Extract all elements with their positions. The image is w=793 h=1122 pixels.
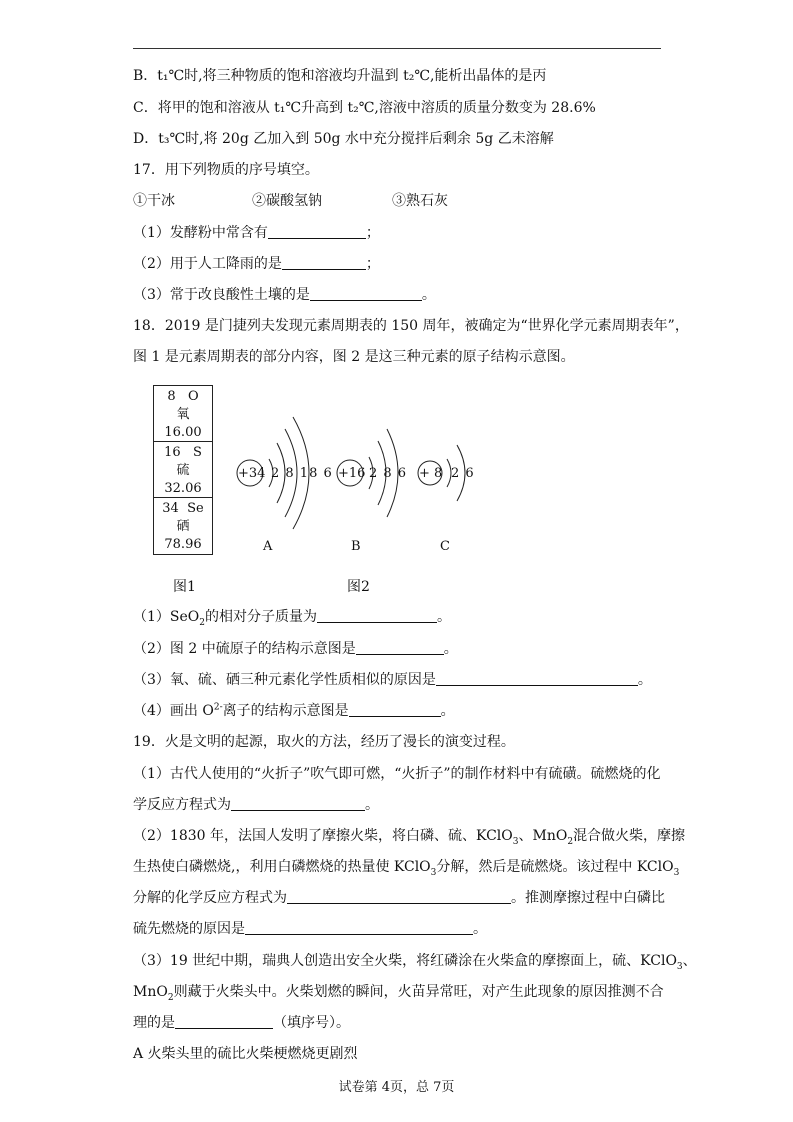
answer-blank[interactable] (349, 702, 441, 717)
answer-blank[interactable] (245, 920, 473, 935)
atom-b-nucleus-charge: +16 (338, 466, 366, 481)
atom-c-shell-electrons: 2 6 (451, 466, 475, 481)
q19-part1-line1: （1）古代人使用的“火折子”吹气即可燃，“火折子”的制作材料中有硫磺。硫燃烧的化 (133, 766, 661, 782)
answer-blank[interactable] (310, 286, 422, 301)
q17-choices (133, 192, 448, 210)
q19-part1-line2: 学反应方程式为 。 (133, 797, 379, 813)
q17-item-3: （3）常于改良酸性土壤的是 。 (133, 287, 436, 303)
answer-blank[interactable] (282, 255, 366, 270)
q18-intro-2: 图 1 是元素周期表的部分内容，图 2 是这三种元素的原子结构示意图。 (133, 349, 575, 365)
q16-option-d: D．t₃℃时,将 20g 乙加入到 50g 水中充分搅拌后剩余 5g 乙未溶解 (133, 131, 554, 147)
q18-question-4: （4）画出 $O^{2-}$离子的结构示意图是 。 (133, 702, 455, 719)
q17-item-2: （2）用于人工降雨的是 ； (133, 256, 380, 272)
atom-c-nucleus-charge: + 8 (419, 466, 443, 481)
q19-part3-line2: MnO$_2$则藏于火柴头中。火柴划燃的瞬间，火苗异常旺，对产生此现象的原因推测不合 (133, 984, 664, 1003)
element-cell-sulfur: 16 S 硫 32.06 (154, 442, 212, 498)
figure-2-caption: 图2 (347, 579, 370, 595)
atom-a-nucleus-charge: +34 (238, 466, 266, 481)
q18-question-1: （1）SeO$_2$的相对分子质量为 。 (133, 609, 451, 628)
header-rule (133, 48, 661, 49)
q18-intro-1: 18．2019 是门捷列夫发现元素周期表的 150 周年，被确定为“世界化学元素周期表年”， (133, 318, 689, 334)
element-cell-oxygen: 8 O 氧 16.00 (154, 386, 212, 442)
answer-blank[interactable] (436, 671, 638, 686)
answer-blank[interactable] (231, 796, 365, 811)
atom-b-label: B (351, 539, 361, 554)
periodic-table-excerpt (153, 385, 213, 555)
q18-question-2: （2）图 2 中硫原子的结构示意图是 。 (133, 641, 458, 657)
q19-option-a: A 火柴头里的硫比火柴梗燃烧更剧烈 (133, 1046, 358, 1062)
q19-title: 19．火是文明的起源，取火的方法，经历了漫长的演变过程。 (133, 734, 515, 750)
q19-part3-line1: （3）19 世纪中期，瑞典人创造出安全火柴，将红磷涂在火柴盒的摩擦面上，硫、KClO$_3$、 (133, 953, 697, 972)
q16-option-b: B．t₁℃时,将三种物质的饱和溶液均升温到 t₂℃,能析出晶体的是丙 (133, 68, 547, 84)
q18-question-3: （3）氧、硫、硒三种元素化学性质相似的原因是 。 (133, 672, 652, 688)
atom-a-shell-electrons: 2 8 18 6 (271, 466, 333, 481)
answer-blank[interactable] (175, 1014, 273, 1029)
q17-choice-3: ③熟石灰 (392, 193, 448, 209)
answer-blank[interactable] (317, 608, 437, 623)
atom-b-shell-electrons: 2 8 6 (369, 466, 408, 481)
q19-part2-line2: 生热使白磷燃烧,，利用白磷燃烧的热量使 KClO$_3$分解，然后是硫燃烧。该过程中 KClO$_3$ (133, 859, 680, 878)
q17-choice-1: ①干冰 (133, 193, 175, 209)
element-cell-selenium: 34 Se 硒 78.96 (162, 501, 204, 552)
q17-title: 17．用下列物质的序号填空。 (133, 162, 319, 178)
atom-a-label: A (263, 539, 273, 554)
q16-option-c: C．将甲的饱和溶液从 t₁℃升高到 t₂℃,溶液中溶质的质量分数变为 28.6% (133, 100, 596, 116)
answer-blank[interactable] (268, 224, 366, 239)
q19-part2-line4: 硫先燃烧的原因是 。 (133, 921, 487, 937)
figure-1-caption: 图1 (173, 579, 196, 595)
q19-part2-line1: （2）1830 年，法国人发明了摩擦火柴，将白磷、硫、KClO$_3$、MnO$_2$混合做火柴，摩擦 (133, 828, 686, 847)
q19-part3-line3: 理的是 （填序号）。 (133, 1015, 350, 1031)
page-footer: 试卷第 4页，总 7页 (338, 1080, 455, 1095)
answer-blank[interactable] (356, 640, 444, 655)
atom-c-label: C (440, 539, 450, 554)
q17-item-1: （1）发酵粉中常含有 ； (133, 225, 380, 241)
q19-part2-line3: 分解的化学反应方程式为 。推测摩擦过程中白磷比 (133, 890, 665, 906)
answer-blank[interactable] (287, 889, 511, 904)
q17-choice-2: ②碳酸氢钠 (252, 193, 322, 209)
